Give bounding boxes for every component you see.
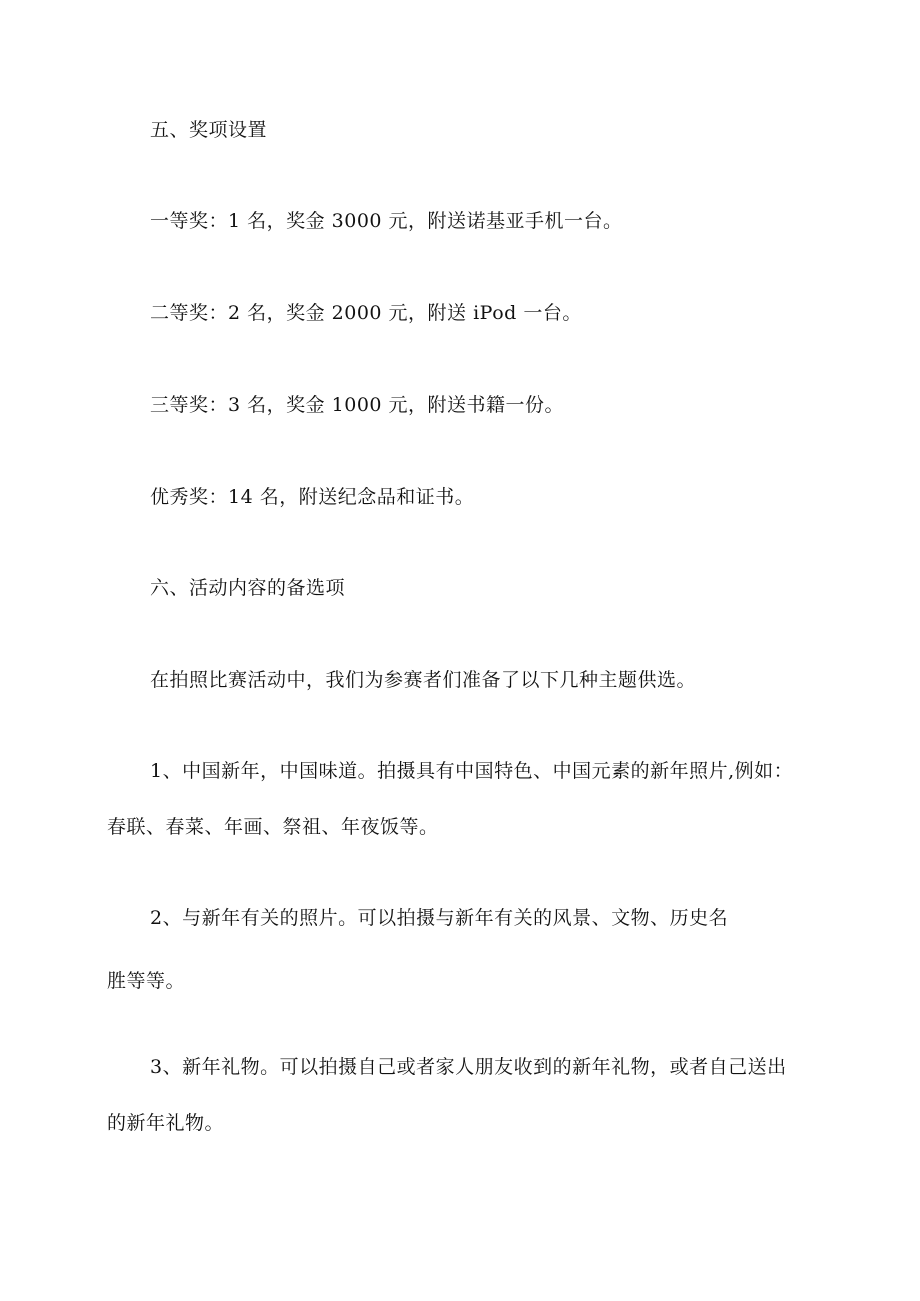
- award-second-prize: 二等奖：2 名，奖金 2000 元，附送 iPod 一台。: [150, 302, 582, 324]
- theme-2-line-1: 2、与新年有关的照片。可以拍摄与新年有关的风景、文物、历史名: [150, 907, 729, 929]
- section-heading-awards: 五、奖项设置: [150, 119, 268, 141]
- theme-2-line-2: 胜等等。: [107, 970, 186, 992]
- award-third-prize: 三等奖：3 名，奖金 1000 元，附送书籍一份。: [150, 394, 565, 416]
- award-first-prize: 一等奖：1 名，奖金 3000 元，附送诺基亚手机一台。: [150, 210, 623, 232]
- theme-1-line-1: 1、中国新年，中国味道。拍摄具有中国特色、中国元素的新年照片,例如：: [150, 760, 794, 782]
- theme-1-line-2: 春联、春菜、年画、祭祖、年夜饭等。: [107, 816, 439, 838]
- section-heading-themes: 六、活动内容的备选项: [150, 577, 346, 599]
- award-excellence-prize: 优秀奖：14 名，附送纪念品和证书。: [150, 486, 475, 508]
- theme-3-line-2: 的新年礼物。: [107, 1112, 225, 1134]
- theme-3-line-1: 3、新年礼物。可以拍摄自己或者家人朋友收到的新年礼物，或者自己送出: [150, 1056, 787, 1078]
- themes-intro: 在拍照比赛活动中，我们为参赛者们准备了以下几种主题供选。: [150, 669, 697, 691]
